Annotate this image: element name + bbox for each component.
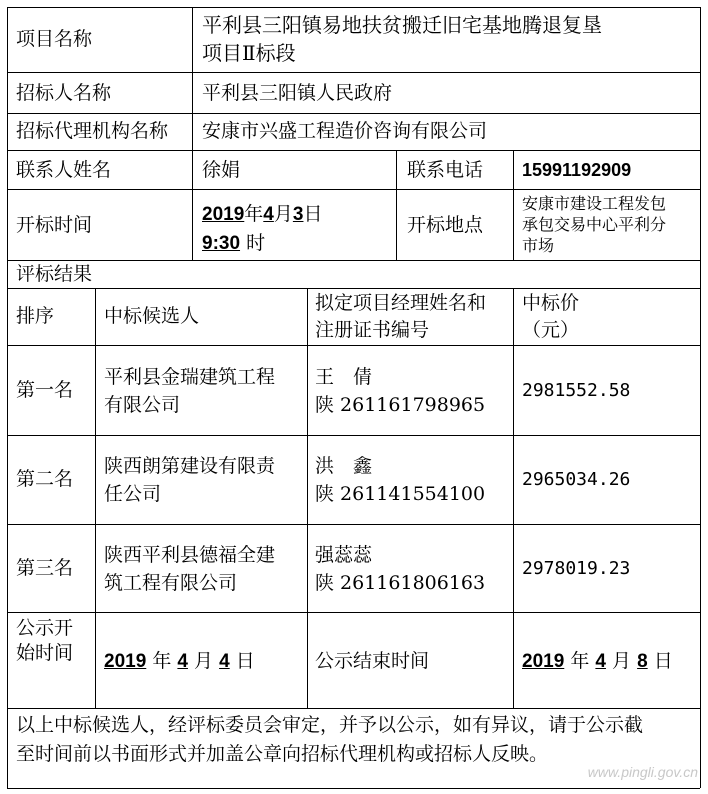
row-company-line: 陕西朗第建设有限责 bbox=[104, 455, 276, 477]
project-label: 项目名称 bbox=[16, 28, 93, 50]
publicity-end-label: 公示结束时间 bbox=[315, 650, 430, 672]
row-manager-cert: 陕 261141554100 bbox=[315, 483, 486, 505]
opening-place-line: 市场 bbox=[522, 236, 555, 255]
row-price: 2978019.23 bbox=[522, 558, 631, 579]
start-month: 4 bbox=[177, 651, 188, 672]
header-price-line: 中标价 bbox=[522, 292, 580, 314]
notice-line: 以上中标候选人，经评标委员会审定，并予以公示，如有异议，请于公示截 bbox=[16, 714, 644, 736]
row-company bbox=[104, 541, 275, 597]
row-manager bbox=[315, 541, 485, 597]
row-divider bbox=[7, 260, 700, 261]
opening-time-label: 开标时间 bbox=[16, 214, 93, 236]
clock-unit: 时 bbox=[246, 232, 266, 254]
table-border bbox=[700, 7, 701, 788]
row-divider bbox=[7, 435, 700, 436]
opening-place-line: 承包交易中心平利分 bbox=[522, 215, 667, 234]
table-border bbox=[7, 788, 700, 789]
opening-place bbox=[522, 193, 666, 256]
end-day: 8 bbox=[637, 651, 648, 672]
opening-day: 3 bbox=[292, 204, 304, 225]
opening-hour: 9:30 bbox=[202, 233, 241, 254]
agency-label: 招标代理机构名称 bbox=[16, 120, 169, 142]
header-rank: 排序 bbox=[16, 305, 55, 327]
publicity-start-label bbox=[16, 616, 73, 666]
header-candidate: 中标候选人 bbox=[104, 305, 200, 327]
month-unit: 月 bbox=[273, 203, 293, 225]
header-price-line: （元） bbox=[522, 319, 580, 341]
agency-value: 安康市兴盛工程造价咨询有限公司 bbox=[202, 120, 488, 142]
project-value-line: 项目Ⅱ标段 bbox=[202, 41, 296, 65]
start-year: 2019 bbox=[104, 651, 147, 672]
row-company-line: 平利县金瑞建筑工程 bbox=[104, 366, 276, 388]
opening-place-label: 开标地点 bbox=[407, 214, 484, 236]
col-divider bbox=[513, 288, 514, 708]
tenderer-label: 招标人名称 bbox=[16, 82, 112, 104]
opening-clock bbox=[202, 229, 322, 258]
publicity-start-label-line: 始时间 bbox=[16, 642, 74, 664]
day-unit: 日 bbox=[653, 650, 673, 672]
row-company-line: 任公司 bbox=[104, 483, 162, 505]
row-manager-name: 王 倩 bbox=[315, 366, 373, 388]
row-divider bbox=[7, 612, 700, 613]
row-manager-cert: 陕 261161806163 bbox=[315, 572, 486, 594]
project-value bbox=[202, 11, 602, 67]
table-border bbox=[7, 7, 8, 788]
contact-name-label: 联系人姓名 bbox=[16, 159, 112, 181]
row-divider bbox=[7, 72, 700, 73]
contact-phone: 15991192909 bbox=[522, 160, 632, 180]
col-divider bbox=[307, 288, 308, 708]
year-unit: 年 bbox=[152, 650, 172, 672]
project-value-line: 平利县三阳镇易地扶贫搬迁旧宅基地腾退复垦 bbox=[202, 13, 602, 37]
row-divider bbox=[7, 708, 700, 709]
opening-place-line: 安康市建设工程发包 bbox=[522, 194, 667, 213]
row-divider bbox=[7, 288, 700, 289]
row-rank: 第二名 bbox=[16, 468, 74, 490]
row-price: 2981552.58 bbox=[522, 380, 631, 401]
tenderer-value: 平利县三阳镇人民政府 bbox=[202, 82, 393, 104]
row-rank: 第一名 bbox=[16, 379, 74, 401]
year-unit: 年 bbox=[244, 203, 264, 225]
row-company-line: 筑工程有限公司 bbox=[104, 572, 238, 594]
month-unit: 月 bbox=[194, 650, 214, 672]
row-manager-cert: 陕 261161798965 bbox=[315, 394, 486, 416]
end-year: 2019 bbox=[522, 651, 565, 672]
col-divider bbox=[192, 7, 193, 260]
row-manager-name: 洪 鑫 bbox=[315, 455, 373, 477]
start-day: 4 bbox=[219, 651, 230, 672]
result-section-label: 评标结果 bbox=[16, 263, 93, 285]
day-unit: 日 bbox=[303, 203, 323, 225]
header-price bbox=[522, 290, 579, 344]
row-divider bbox=[7, 345, 700, 346]
row-company bbox=[104, 452, 275, 508]
row-rank: 第三名 bbox=[16, 557, 74, 579]
row-manager-name: 强蕊蕊 bbox=[315, 544, 373, 566]
row-divider bbox=[7, 189, 700, 190]
notice-text bbox=[16, 711, 696, 769]
end-month: 4 bbox=[595, 651, 606, 672]
row-manager bbox=[315, 363, 485, 419]
row-divider bbox=[7, 150, 700, 151]
col-divider bbox=[513, 150, 514, 260]
publicity-end-date bbox=[522, 648, 673, 675]
contact-phone-label: 联系电话 bbox=[407, 159, 484, 181]
header-manager-line: 拟定项目经理姓名和 bbox=[315, 292, 487, 314]
col-divider bbox=[95, 288, 96, 708]
month-unit: 月 bbox=[612, 650, 632, 672]
contact-name: 徐娟 bbox=[202, 159, 241, 181]
watermark: www.pingli.gov.cn bbox=[587, 764, 698, 780]
year-unit: 年 bbox=[570, 650, 590, 672]
opening-year: 2019 bbox=[202, 204, 245, 225]
row-divider bbox=[7, 524, 700, 525]
row-company bbox=[104, 363, 275, 419]
notice-line: 至时间前以书面形式并加盖公章向招标代理机构或招标人反映。 bbox=[16, 743, 549, 765]
header-manager bbox=[315, 290, 486, 344]
publicity-start-label-line: 公示开 bbox=[16, 617, 74, 639]
row-manager bbox=[315, 452, 485, 508]
row-company-line: 陕西平利县德福全建 bbox=[104, 544, 276, 566]
row-price: 2965034.26 bbox=[522, 469, 631, 490]
opening-date bbox=[202, 200, 322, 229]
table-border bbox=[7, 7, 700, 8]
day-unit: 日 bbox=[235, 650, 255, 672]
opening-month: 4 bbox=[263, 204, 274, 225]
opening-time-value bbox=[202, 200, 322, 258]
col-divider bbox=[396, 150, 397, 260]
header-manager-line: 注册证书编号 bbox=[315, 319, 430, 341]
row-divider bbox=[7, 113, 700, 114]
publicity-start-date bbox=[104, 648, 255, 675]
row-company-line: 有限公司 bbox=[104, 394, 181, 416]
